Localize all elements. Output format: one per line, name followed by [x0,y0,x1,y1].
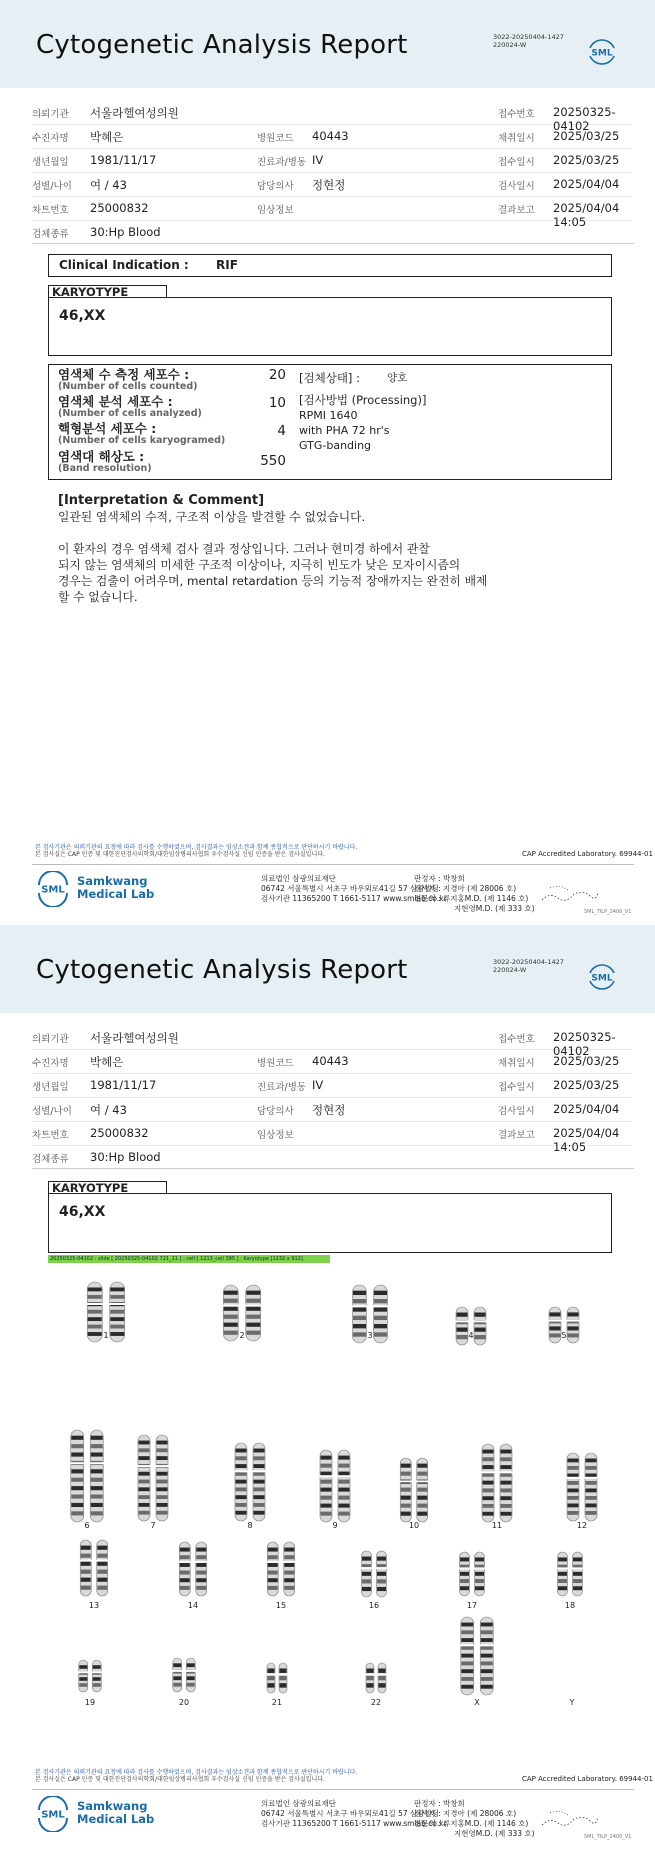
band-resolution-value: 550 [260,453,286,469]
processing-label: [검사방법 (Processing)] [299,393,427,407]
chromosome-label: 6 [84,1521,90,1530]
info-value: 2025/04/04 14:05 [553,1126,620,1154]
info-value: 2025/03/25 [553,129,620,143]
chromosome-10 [400,1458,412,1522]
info-label: 채취일시 [498,133,535,144]
staff-line: 전문의 : 류지홍M.D. (제 1146 호) [414,894,529,903]
interpretation-line: 일관된 염색체의 수적, 구조적 이상을 발견할 수 없었습니다. [58,510,366,524]
chromosome-21 [267,1663,276,1693]
notice-line: 본 검사기관은 의뢰기관의 요청에 따라 검사를 수행하였으며, 검사결과는 임상소견과 함께 종합적으로 판단하시기 바랍니다. [35,844,358,851]
chromosome-label: 14 [187,1601,199,1610]
info-value: 30:Hp Blood [90,1150,161,1164]
info-label: 차트번호 [32,1130,69,1141]
interpretation-line: 되지 않는 염색체의 미세한 구조적 이상이나, 지극히 빈도가 낮은 모자이시즘의 [58,558,461,572]
label-text: 핵형분석 세포수 : [58,421,157,436]
specimen-state-value: 양호 [387,372,408,384]
chromosome-label: 9 [332,1521,338,1530]
chromosome-label: 11 [491,1521,503,1530]
info-value: 30:Hp Blood [90,225,161,239]
sml-logo-text: SML [41,884,65,896]
chromosome-14 [179,1542,191,1596]
clinical-indication-label: Clinical Indication : [59,258,189,272]
info-label: 임상정보 [257,1130,294,1141]
chromosome-label: 17 [466,1601,478,1610]
info-label: 결과보고 [498,1130,535,1141]
info-value: 2025/04/04 [553,1102,620,1116]
chromosome-label: 8 [247,1521,253,1530]
info-value: 정현정 [312,178,346,192]
chromosome-label: 18 [564,1601,576,1610]
specimen-state-label: [검체상태] : [299,371,360,385]
chromosome-label: 4 [468,1331,474,1340]
doc-code-line: 3022-20250404-1427 [493,958,564,966]
chromosome-6 [70,1430,84,1522]
chromosome-17 [474,1552,485,1596]
info-value: 여 / 43 [90,178,127,192]
chromosome-label: 2 [239,1331,245,1340]
chromosome-4 [474,1307,487,1345]
chromosome-label: 13 [88,1601,100,1610]
chromosome-label: X [474,1698,480,1707]
cap-accreditation: CAP Accredited Laboratory. 69944-01 [522,850,653,858]
doc-code-line: 220024-W [493,41,527,49]
chromosome-13 [80,1540,92,1596]
interpretation-line: 할 수 없습니다. [58,590,138,604]
info-label: 검체종류 [32,229,69,240]
staff-line: 지현영M.D. (제 333 호) [454,904,535,913]
staff-line: 판정자 : 박창희 [414,1799,465,1808]
info-label: 담당의사 [257,181,294,192]
staff-line: 판정자 : 박창희 [414,874,465,883]
lab-name-line: Medical Lab [77,1812,155,1826]
chromosome-11 [500,1444,513,1522]
info-label: 병원코드 [257,133,294,144]
label-text: 염색대 해상도 : [58,449,145,464]
chromosome-3 [352,1285,367,1343]
notice-line: 본 검사기관은 의뢰기관의 요청에 따라 검사를 수행하였으며, 검사결과는 임상소견과 함께 종합적으로 판단하시기 바랍니다. [35,1769,358,1776]
info-label: 의뢰기관 [32,1034,69,1045]
staff-line: 전문의 : 류지홍M.D. (제 1146 호) [414,1819,529,1828]
info-label: 임상정보 [257,205,294,216]
info-label: 병원코드 [257,1058,294,1069]
report-title: Cytogenetic Analysis Report [36,955,408,985]
chromosome-13 [96,1540,108,1596]
info-value: 25000832 [90,201,149,215]
info-label: 채취일시 [498,1058,535,1069]
cells-karyogramed-value: 4 [277,423,286,439]
info-value: 20250325-04102 [553,105,616,133]
chromosome-16 [376,1551,387,1597]
sml-logo-text: SML [41,1809,65,1821]
notice-line: 본 검사실은 CAP 인증 및 대한진단검사의학회/대한임상병리사협회 우수검사실 신임 인증을 받은 검사실입니다. [35,851,325,858]
chromosome-label: 5 [561,1331,567,1340]
chromosome-1 [109,1282,125,1342]
form-version: SML_TILP_2400_V1 [584,1834,632,1840]
info-value: 2025/04/04 14:05 [553,201,620,229]
info-label: 의뢰기관 [32,109,69,120]
clinical-indication-value: RIF [216,258,238,272]
chromosome-8 [253,1443,266,1521]
sml-logo-text: SML [591,48,613,59]
form-version: SML_TILP_2400_V1 [584,909,632,915]
karyotype-value: 46,XX [59,308,106,324]
sml-logo-text: SML [591,973,613,984]
processing-line: GTG-banding [299,439,372,452]
address-line: 검사기관 11365200 T 1661-5117 www.smlab.co.kr [261,894,447,903]
staff-line: 검사자 : 지경아 (제 28006 호) [414,1809,517,1818]
info-label: 성별/나이 [32,181,72,192]
chromosome-X [460,1617,474,1695]
info-value: 40443 [312,129,349,143]
chromosome-7 [156,1435,169,1521]
interpretation-heading: [Interpretation & Comment] [58,493,265,508]
info-value: 정현정 [312,1103,346,1117]
info-label: 검사일시 [498,1106,535,1117]
info-value: 1981/11/17 [90,1078,157,1092]
info-value: 2025/03/25 [553,153,620,167]
info-value: IV [312,1078,324,1092]
chromosome-label: 7 [150,1521,156,1530]
info-label: 검사일시 [498,181,535,192]
info-label: 접수일시 [498,1082,535,1093]
karyogram-image-caption: 20250325-04102 : slide [ 20250325-04102 721_11 ] : cell [ 1213_cell 395 ] : Karyotype [1232 x 912] [48,1255,330,1263]
staff-line: 지현영M.D. (제 333 호) [454,1829,535,1838]
label-text: 염색체 분석 세포수 : [58,394,173,409]
staff-line: 검사자 : 지경아 (제 28006 호) [414,884,517,893]
info-label: 검체종류 [32,1154,69,1165]
info-value: 서울라헬여성의원 [90,1031,179,1045]
label-text: 염색체 수 측정 세포수 : [58,367,190,382]
chromosome-label: 10 [408,1521,420,1530]
chromosome-14 [195,1542,207,1596]
info-label: 접수일시 [498,157,535,168]
doc-code-line: 220024-W [493,966,527,974]
info-value: 서울라헬여성의원 [90,106,179,120]
chromosome-X [480,1617,494,1695]
info-value: 2025/03/25 [553,1078,620,1092]
interpretation-line: 경우는 검출이 어려우며, mental retardation 등의 기능적 장애까지는 완전히 배제 [58,574,488,588]
address-line: 06742 서울특별시 서초구 바우뫼로41길 57 삼광빌딩 [261,884,440,893]
chromosome-5 [549,1307,562,1343]
interpretation-line: 이 환자의 경우 염색체 검사 결과 정상입니다. 그러나 현미경 하에서 관찰 [58,542,430,556]
processing-line: with PHA 72 hr's [299,424,390,437]
info-label: 결과보고 [498,205,535,216]
info-label: 담당의사 [257,1106,294,1117]
address-line: 06742 서울특별시 서초구 바우뫼로41길 57 삼광빌딩 [261,1809,440,1818]
label-sub: (Number of cells counted) [58,381,198,392]
info-label: 접수번호 [498,109,535,120]
info-label: 성별/나이 [32,1106,72,1117]
info-value: 박혜은 [90,1055,124,1069]
lab-name-line: Samkwang [77,1799,148,1813]
karyotype-value: 46,XX [59,1204,106,1220]
label-sub: (Number of cells analyzed) [58,408,202,419]
chromosome-10 [416,1458,428,1522]
chromosome-6 [90,1430,104,1522]
chromosome-1 [87,1282,103,1342]
info-label: 수진자명 [32,133,69,144]
chromosome-label: 19 [84,1698,96,1707]
cap-accreditation: CAP Accredited Laboratory. 69944-01 [522,1775,653,1783]
chromosome-15 [283,1542,295,1596]
address-line: 의료법인 삼광의료재단 [261,1799,336,1808]
chromosome-8 [235,1443,248,1521]
chromosome-9 [320,1450,333,1522]
chromosome-18 [572,1552,583,1596]
chromosome-7 [138,1435,151,1521]
address-line: 의료법인 삼광의료재단 [261,874,336,883]
chromosome-19 [92,1660,102,1692]
karyotype-tab: KARYOTYPE [48,285,167,297]
chromosome-19 [78,1660,88,1692]
chromosome-20 [172,1658,182,1692]
info-value: 박혜은 [90,130,124,144]
info-value: 1981/11/17 [90,153,157,167]
info-value: IV [312,153,324,167]
chromosome-label: 3 [367,1331,373,1340]
chromosome-20 [186,1658,196,1692]
label-sub: (Number of cells karyogramed) [58,435,226,446]
info-label: 생년월일 [32,1082,69,1093]
chromosome-12 [567,1453,580,1521]
chromosome-label: 22 [370,1698,382,1707]
processing-line: RPMI 1640 [299,409,358,422]
chromosome-22 [366,1663,375,1693]
chromosome-label: 20 [178,1698,190,1707]
info-label: 접수번호 [498,1034,535,1045]
chromosome-label: 16 [368,1601,380,1610]
chromosome-2 [245,1285,261,1341]
chromosome-9 [338,1450,351,1522]
chromosome-21 [279,1663,288,1693]
chromosome-18 [557,1552,568,1596]
chromosome-22 [378,1663,387,1693]
info-value: 20250325-04102 [553,1030,616,1058]
cells-counted-value: 20 [268,367,286,383]
info-value: 2025/04/04 [553,177,620,191]
chromosome-label: Y [569,1698,575,1707]
chromosome-3 [373,1285,388,1343]
chromosome-16 [361,1551,372,1597]
label-sub: (Band resolution) [58,463,152,474]
lab-name-line: Medical Lab [77,887,155,901]
info-value: 여 / 43 [90,1103,127,1117]
lab-name-line: Samkwang [77,874,148,888]
info-label: 수진자명 [32,1058,69,1069]
doc-code-line: 3022-20250404-1427 [493,33,564,41]
chromosome-label: 12 [576,1521,588,1530]
chromosome-17 [459,1552,470,1596]
info-label: 생년월일 [32,157,69,168]
notice-line: 본 검사실은 CAP 인증 및 대한진단검사의학회/대한임상병리사협회 우수검사실 신임 인증을 받은 검사실입니다. [35,1776,325,1783]
chromosome-5 [567,1307,580,1343]
karyotype-tab: KARYOTYPE [48,1181,167,1193]
info-value: 25000832 [90,1126,149,1140]
cells-analyzed-value: 10 [268,395,286,411]
info-label: 진료과/병동 [257,1082,307,1093]
info-value: 2025/03/25 [553,1054,620,1068]
address-line: 검사기관 11365200 T 1661-5117 www.smlab.co.kr [261,1819,447,1828]
chromosome-11 [482,1444,495,1522]
chromosome-label: 1 [103,1331,109,1340]
chromosome-4 [456,1307,469,1345]
info-label: 차트번호 [32,205,69,216]
chromosome-2 [223,1285,239,1341]
chromosome-12 [585,1453,598,1521]
chromosome-label: 15 [275,1601,287,1610]
chromosome-label: 21 [271,1698,283,1707]
chromosome-15 [267,1542,279,1596]
report-title: Cytogenetic Analysis Report [36,30,408,60]
info-label: 진료과/병동 [257,157,307,168]
info-value: 40443 [312,1054,349,1068]
